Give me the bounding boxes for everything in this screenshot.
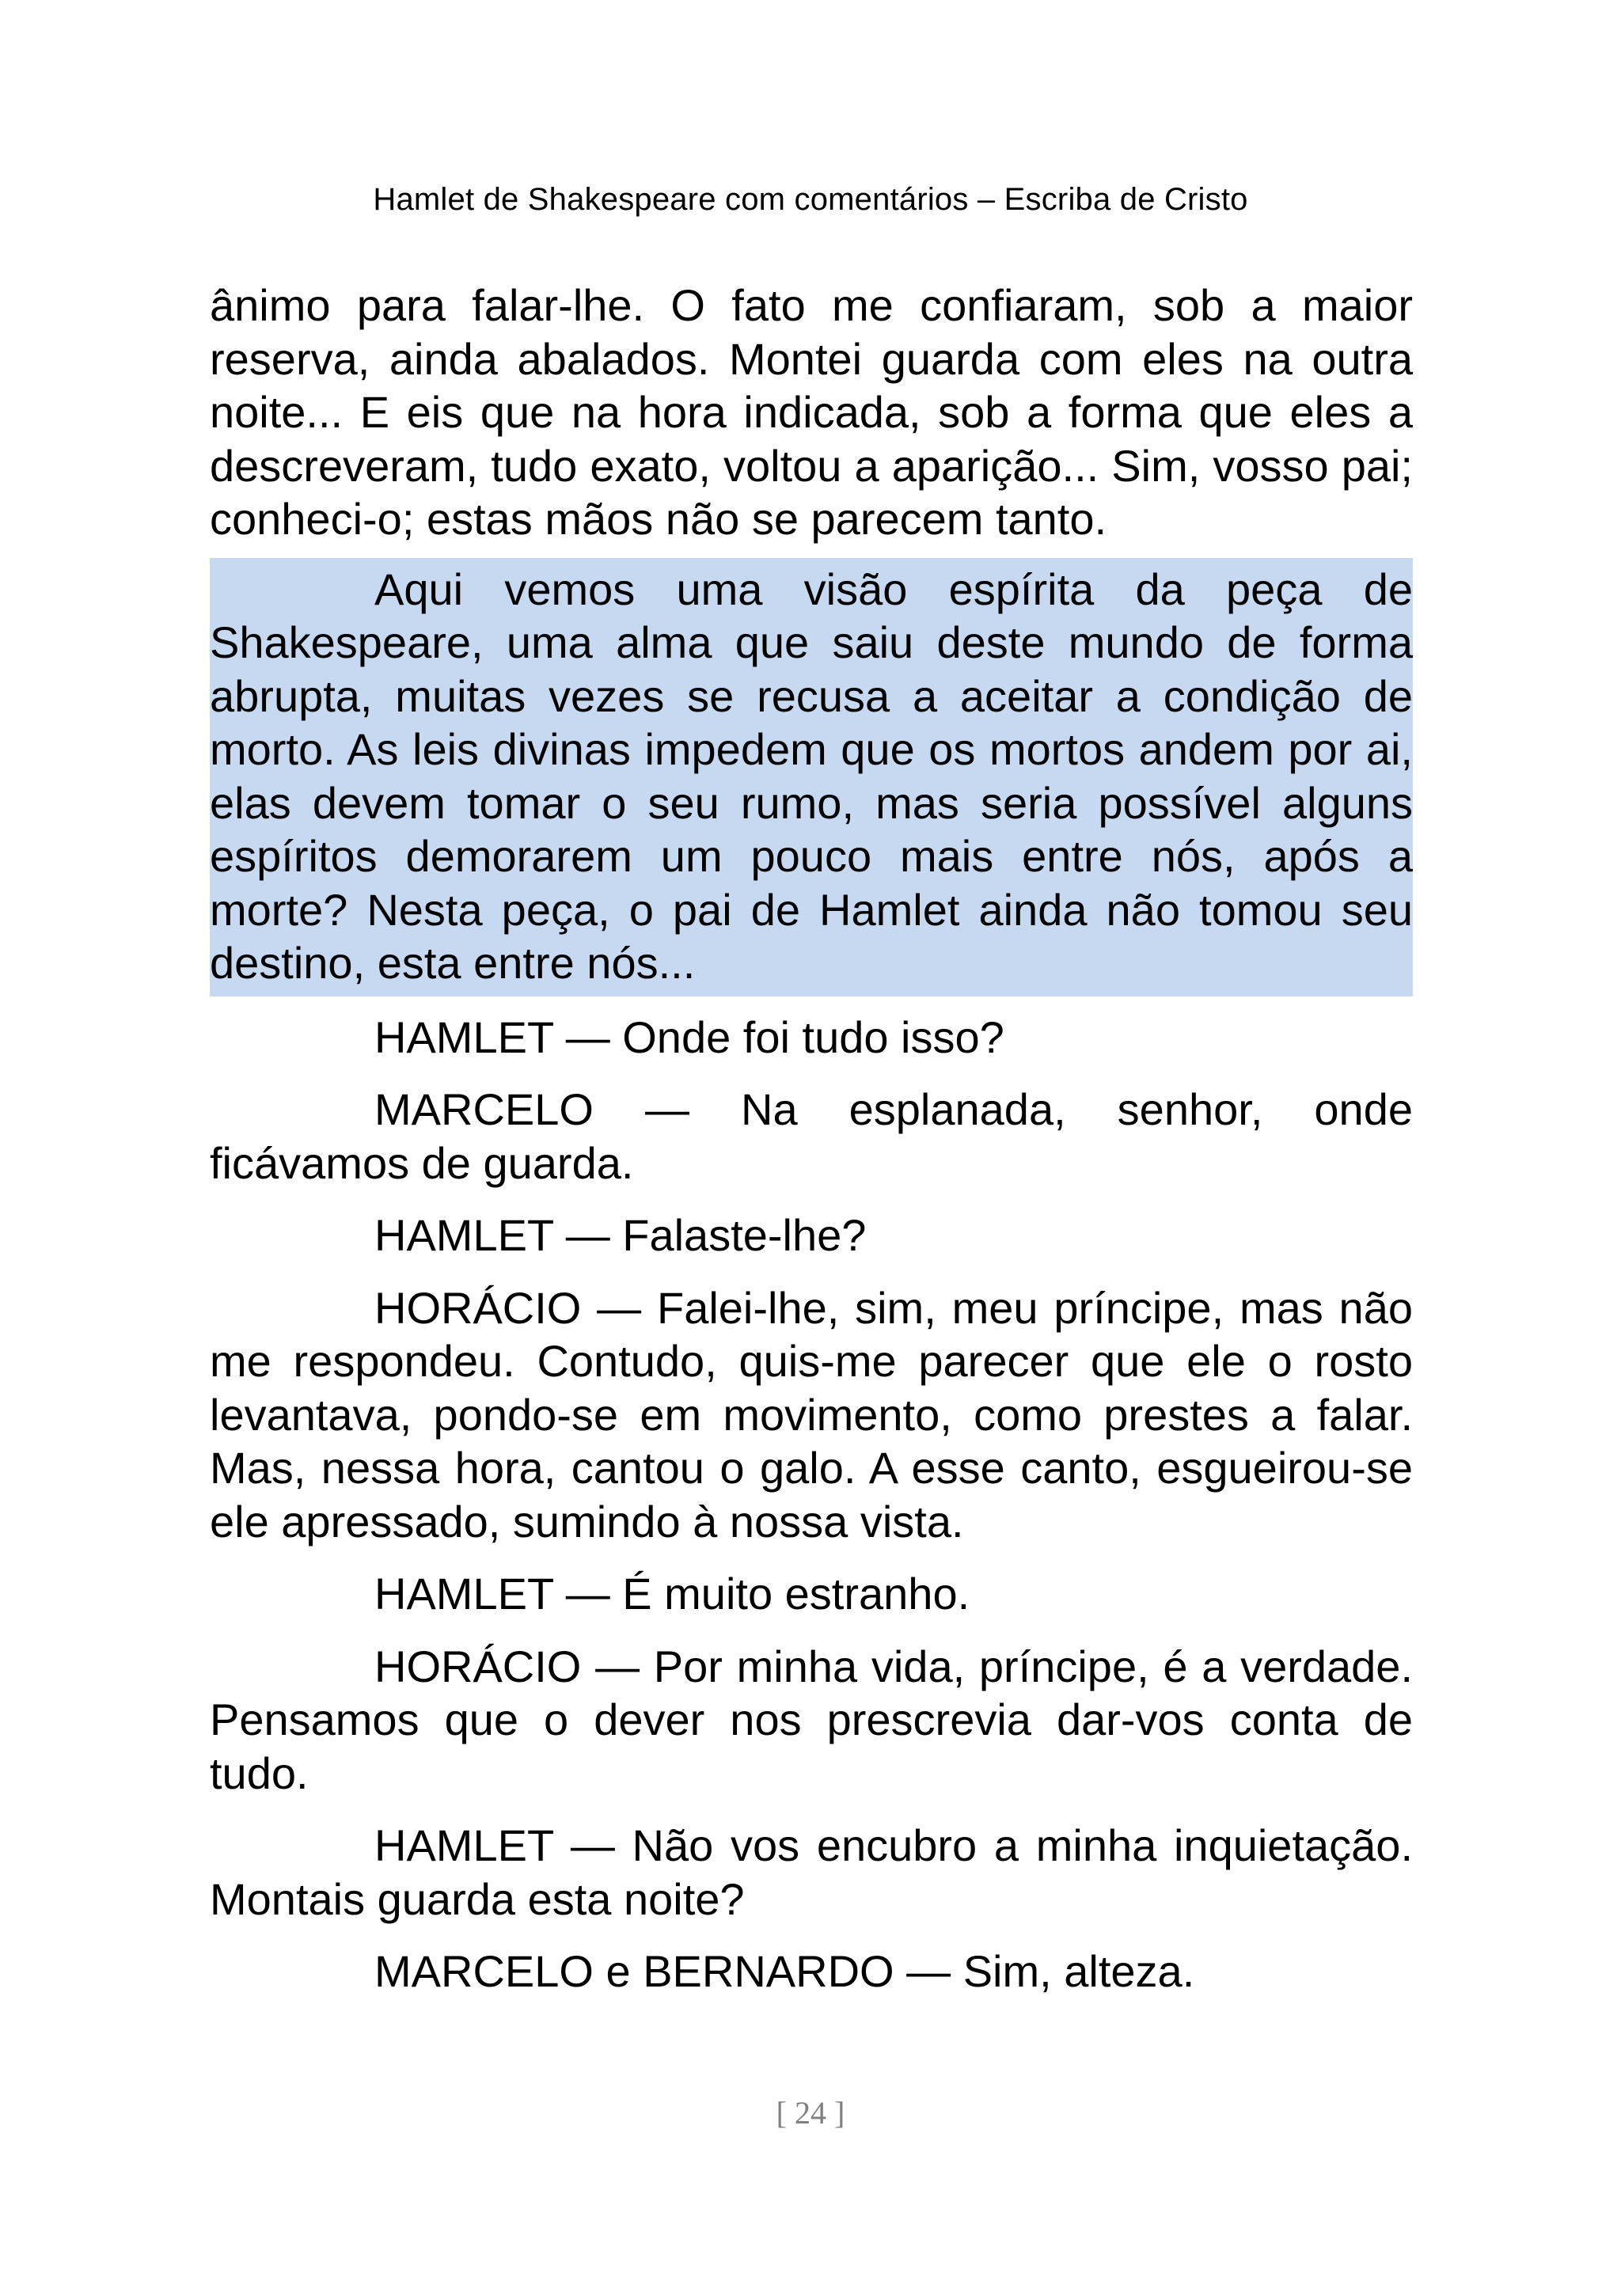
dialogue-line: MARCELO e BERNARDO — Sim, alteza.: [374, 1946, 1195, 1996]
commentary-paragraph: Aqui vemos uma visão espírita da peça de Shakespeare, uma alma que saiu deste mundo de forma abrupta, muitas vezes se recusa a aceitar a condição de morto. As leis divinas impedem que os mortos andem por ai, elas devem tomar o seu rumo, mas seria possível alguns espíritos demorarem um pouco mais entre nós, após a morte? Nesta peça, o pai de Hamlet ainda não tomou seu destino, esta entre nós...: [210, 564, 1413, 988]
dialogue-line: HAMLET — É muito estranho.: [374, 1569, 970, 1619]
dialogue-line: MARCELO — Na esplanada, senhor, onde ficávamos de guarda.: [210, 1084, 1413, 1188]
continuation-paragraph: ânimo para falar-lhe. O fato me confiaram, sob a maior reserva, ainda abalados. Montei guarda com eles na outra noite... E eis que na hora indicada, sob a forma que eles a descreveram, tudo exato, voltou a aparição... Sim, vosso pai; conheci-o; estas mãos não se parecem tanto.: [210, 280, 1413, 544]
dialogue-line: HAMLET — Onde foi tudo isso?: [374, 1011, 1004, 1062]
body-text: [210, 279, 1413, 1998]
dialogue-line: HORÁCIO — Falei-lhe, sim, meu príncipe, mas não me respondeu. Contudo, quis-me parecer que ele o rosto levantava, pondo-se em movimento, como prestes a falar. Mas, nessa hora, cantou o galo. A esse canto, esgueirou-se ele apressado, sumindo à nossa vista.: [210, 1282, 1413, 1546]
dialogue-line: HORÁCIO — Por minha vida, príncipe, é a verdade. Pensamos que o dever nos prescrevia dar-vos conta de tudo.: [210, 1641, 1413, 1798]
commentary-highlight: [210, 558, 1413, 996]
dialogue-line: HAMLET — Falaste-lhe?: [374, 1210, 867, 1260]
dialogue-line: HAMLET — Não vos encubro a minha inquietação. Montais guarda esta noite?: [210, 1820, 1413, 1924]
page-number: [ 24 ]: [776, 2095, 845, 2131]
running-header: Hamlet de Shakespeare com comentários – Escriba de Cristo: [373, 182, 1248, 217]
